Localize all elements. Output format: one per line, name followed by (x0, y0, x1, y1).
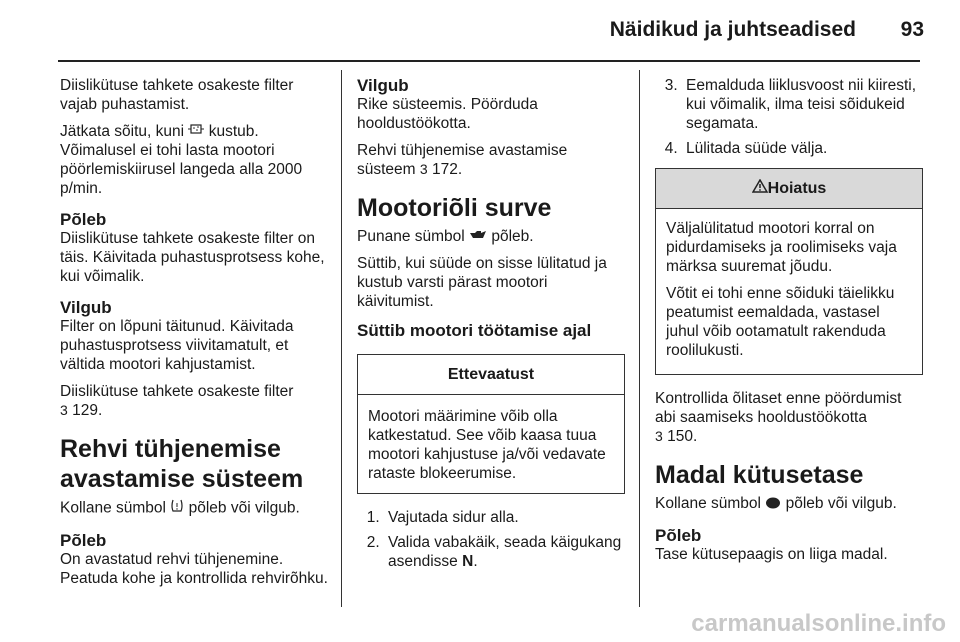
paragraph: Väljalülitatud mootori korral on pidurdamiseks ja roolimiseks vaja märksa suuremat jõudu. (666, 220, 897, 276)
list-item: 1. Vajutada sidur alla. (384, 508, 625, 527)
subsection-heading: Süttib mootori töötamise ajal (357, 321, 592, 341)
particulate-filter-icon (188, 122, 204, 141)
paragraph: Diislikütuse tahkete osakeste filter on täis. Käivitada puhastusprotsess kohe, kui võimalik. (60, 230, 325, 286)
page-ref-arrow-icon: 3 (419, 161, 428, 177)
subheading-poleb-fuel: Põleb (655, 525, 702, 545)
list-item: 2. Valida vabakäik, seada käigukang asendisse N. (384, 533, 625, 571)
section-heading-fuel: Madal kütusetase (655, 461, 864, 490)
list-item: 3. Eemalduda liiklusvoost nii kiiresti, kui võimalik, ilma teisi sõidukeid segamata. (682, 76, 923, 133)
steps-list (357, 508, 625, 571)
paragraph: On avastatud rehvi tühjenemine. Peatuda kohe ja kontrollida rehvirõhku. (60, 551, 328, 588)
paragraph: Diislikütuse tahkete osakeste filter vajab puhastamist. (60, 77, 294, 113)
column-1 (60, 76, 330, 596)
page-reference[interactable]: 172. (432, 161, 463, 178)
column-2 (357, 76, 625, 579)
subheading-poleb-tyre: Põleb (60, 531, 107, 551)
subheading-poleb: Põleb (60, 210, 107, 230)
subheading-vilgub: Vilgub (60, 298, 112, 318)
paragraph: Jätkata sõitu, kuni kustub. Võimalusel ei tohi lasta mootori pöörlemiskiirusel langeda alla 2000 p/min. (60, 123, 303, 198)
caution-text: Mootori määrimine võib olla katkestatud. See võib kaasa tuua mootori kahjustuse ja/või vedavate rataste blokeerumise. (368, 408, 606, 483)
paragraph: Kontrollida õlitaset enne pöördumist abi saamiseks hooldustöökotta 3 150. (655, 390, 902, 446)
page-reference[interactable]: 129. (72, 402, 103, 420)
paragraph: Rehvi tühjenemise avastamise süsteem 3 172. (357, 142, 568, 178)
section-heading-tyre: Rehvi tühjenemise avastamise süsteem (60, 435, 304, 494)
page-ref-arrow-icon: 3 (655, 428, 663, 445)
paragraph: Võtit ei tohi enne sõiduki täielikku peatumist eemaldada, vastasel juhul võib ootamatult rakenduda roolilukusti. (666, 285, 895, 360)
warning-triangle-icon (752, 179, 768, 198)
caution-title: Ettevaatust (358, 355, 624, 395)
paragraph: Diislikütuse tahkete osakeste filter 3 129. (60, 383, 294, 420)
tyre-pressure-icon (170, 498, 184, 519)
section-heading-oil: Mootoriõli surve (357, 194, 552, 222)
column-3 (655, 76, 923, 572)
paragraph: Rike süsteemis. Pöörduda hooldustöökotta. (357, 96, 538, 132)
fuel-pump-icon (765, 495, 781, 514)
paragraph: Punane sümbol põleb. (357, 228, 534, 245)
page-header-title: Näidikud ja juhtseadised (609, 18, 856, 41)
warning-title: Hoiatus (767, 180, 827, 197)
paragraph: Kollane sümbol põleb või vilgub. (655, 495, 897, 513)
paragraph: Tase kütusepaagis on liiga madal. (655, 545, 888, 563)
paragraph: Süttib, kui süüde on sisse lülitatud ja kustub varsti pärast mootori käivitumist. (357, 255, 607, 311)
page-number: 93 (900, 18, 924, 41)
subheading-vilgub-tyre: Vilgub (357, 76, 409, 95)
paragraph: Kollane sümbol põleb või vilgub. (60, 498, 330, 519)
warning-box (655, 168, 923, 375)
page-ref-arrow-icon: 3 (60, 402, 68, 419)
warning-header (656, 169, 922, 209)
column-divider-1 (341, 70, 342, 607)
header-rule (58, 60, 920, 62)
watermark: carmanualsonline.info (691, 610, 946, 637)
warning-body (656, 209, 922, 374)
page-reference[interactable]: 150. (667, 428, 698, 446)
paragraph: Filter on lõpuni täitunud. Käivitada puhastusprotsess viivitamatult, et vältida mootori kahjustamist. (60, 318, 294, 374)
oil-can-icon (469, 227, 487, 246)
caution-box (357, 354, 625, 494)
column-divider-2 (639, 70, 640, 607)
list-item: 4. Lülitada süüde välja. (682, 139, 923, 158)
steps-list-continued (655, 76, 923, 158)
